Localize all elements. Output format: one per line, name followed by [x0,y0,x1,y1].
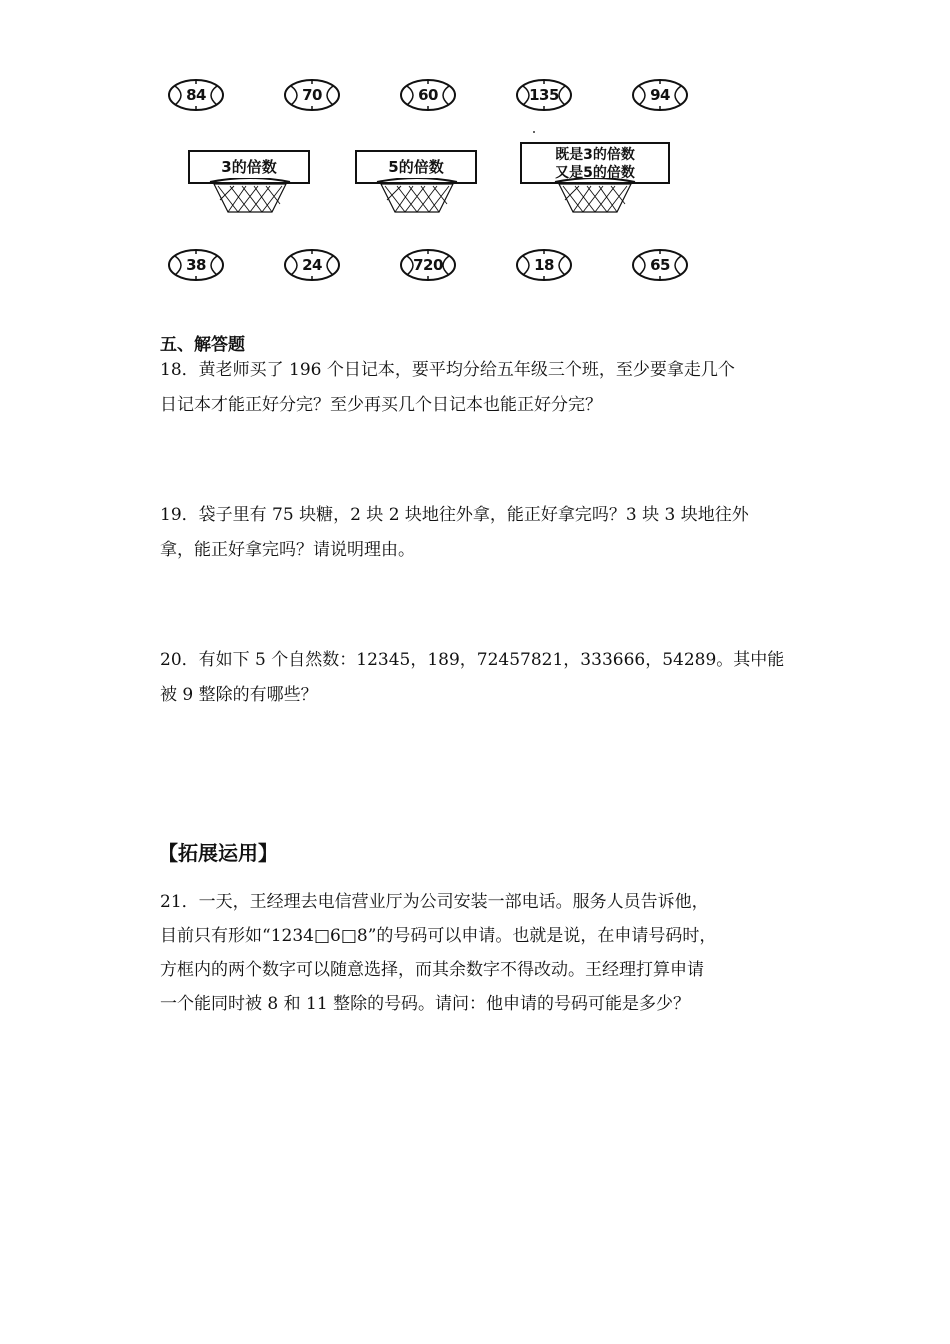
question-line: 19．袋子里有 75 块糖，2 块 2 块地往外拿，能正好拿完吗？3 块 3 块地往外 [160,505,749,525]
ball-135 [515,78,573,112]
question-19 [160,498,749,568]
question-line: 被 9 整除的有哪些？ [160,685,318,705]
question-line: 方框内的两个数字可以随意选择，而其余数字不得改动。王经理打算申请 [160,960,704,980]
net-icon [208,178,292,216]
stray-dot [533,131,535,133]
section-heading-answer-questions: 五、解答题 [160,335,245,355]
ball-84 [167,78,225,112]
ball-number: 70 [302,86,322,104]
ball-number: 65 [650,256,670,274]
net-icon [375,178,459,216]
basket-multiples-of-3 [188,150,312,216]
question-20 [160,643,784,713]
question-21 [160,885,716,1021]
ball-number: 60 [418,86,438,104]
question-line: 目前只有形如“1234□6□8”的号码可以申请。也就是说，在申请号码时， [160,926,717,946]
ball-60 [399,78,457,112]
question-line: 拿，能正好拿完吗？请说明理由。 [160,540,415,560]
ball-number: 38 [186,256,206,274]
net-icon [553,178,637,216]
ball-number: 24 [302,256,322,274]
question-18 [160,353,735,423]
ball-24 [283,248,341,282]
ball-18 [515,248,573,282]
ball-number: 720 [413,256,443,274]
ball-number: 94 [650,86,670,104]
ball-number: 135 [529,86,559,104]
question-line: 20．有如下 5 个自然数：12345，189，72457821，333666，54289。其中能 [160,650,785,670]
basket-label: 3的倍数 [188,150,310,184]
section-heading-extension: 【拓展运用】 [158,841,278,865]
ball-720 [399,248,457,282]
basket-multiples-of-3-and-5 [520,142,670,216]
basket-label-line1: 既是3的倍数 [555,147,635,163]
question-line: 21．一天，王经理去电信营业厅为公司安装一部电话。服务人员告诉他， [160,892,709,912]
ball-38 [167,248,225,282]
ball-number: 18 [534,256,554,274]
question-line: 18．黄老师买了 196 个日记本，要平均分给五年级三个班，至少要拿走几个 [160,360,735,380]
ball-70 [283,78,341,112]
basket-multiples-of-5 [355,150,479,216]
basket-label-line2: 又是5的倍数 [555,165,635,181]
ball-number: 84 [186,86,206,104]
question-line: 日记本才能正好分完？至少再买几个日记本也能正好分完？ [160,395,602,415]
question-line: 一个能同时被 8 和 11 整除的号码。请问：他申请的号码可能是多少？ [160,994,691,1014]
ball-65 [631,248,689,282]
basket-label: 5的倍数 [355,150,477,184]
ball-94 [631,78,689,112]
